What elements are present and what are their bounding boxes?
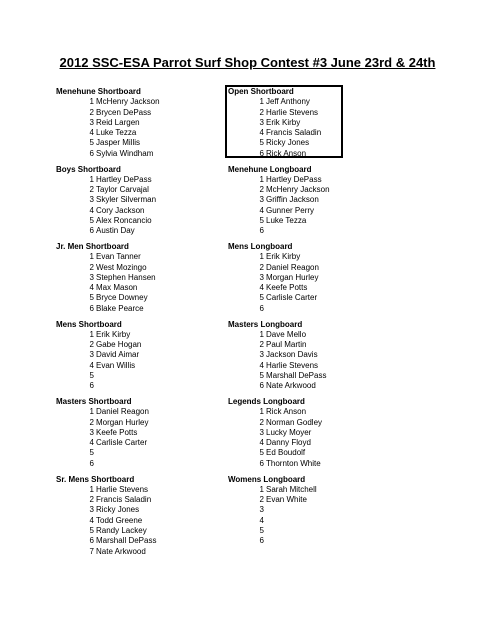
surfer-name — [264, 505, 266, 515]
event-mens-shortboard — [56, 320, 216, 398]
result-row — [228, 185, 398, 195]
result-row — [56, 516, 216, 526]
surfer-name: McHenry Jackson — [266, 185, 330, 195]
place-number: 5 — [89, 138, 94, 148]
result-row — [56, 536, 216, 546]
surfer-name: Lucky Moyer — [266, 427, 312, 437]
event-menehune-longboard — [228, 165, 398, 243]
event-heading: Womens Longboard — [228, 474, 306, 484]
event-heading: Mens Shortboard — [56, 319, 122, 329]
place-number: 1 — [259, 329, 264, 339]
surfer-name: Max Mason — [96, 283, 138, 293]
event-heading: Mens Longboard — [228, 242, 293, 251]
result-row — [228, 118, 398, 128]
place-number: 1 — [259, 97, 264, 107]
surfer-name: Keefe Potts — [96, 427, 138, 437]
place-number: 1 — [259, 174, 264, 184]
result-row — [56, 195, 216, 205]
surfer-name: Francis Saladin — [96, 495, 152, 505]
place-number: 4 — [259, 128, 264, 138]
surfer-name: Carlisle Carter — [266, 293, 318, 303]
place-number: 4 — [259, 205, 264, 215]
place-number: 3 — [89, 505, 94, 515]
result-row — [56, 350, 216, 360]
result-row — [228, 175, 398, 185]
surfer-name: Ricky Jones — [266, 138, 310, 148]
place-number: 2 — [89, 495, 94, 505]
event-heading: Menehune Shortboard — [56, 87, 141, 96]
surfer-name — [264, 304, 266, 314]
event-menehune-shortboard — [56, 87, 216, 165]
surfer-name: Thornton White — [266, 458, 321, 468]
place-number: 4 — [89, 438, 94, 448]
event-heading: Legends Longboard — [228, 397, 305, 406]
result-row — [228, 206, 398, 216]
result-row — [56, 448, 216, 458]
surfer-name: Harlie Stevens — [266, 107, 319, 117]
place-number: 4 — [89, 515, 94, 525]
result-row — [228, 273, 398, 283]
surfer-name: Jackson Davis — [266, 350, 318, 360]
surfer-name: Todd Greene — [96, 515, 143, 525]
surfer-name: Taylor Carvajal — [96, 185, 149, 195]
result-row — [228, 485, 398, 495]
surfer-name: Ricky Jones — [96, 505, 140, 515]
place-number: 3 — [89, 272, 94, 282]
surfer-name: Gabe Hogan — [96, 340, 142, 350]
result-row — [228, 195, 398, 205]
place-number: 6 — [259, 303, 264, 313]
surfer-name: Sylvia Windham — [96, 148, 154, 158]
place-number: 5 — [89, 215, 94, 225]
surfer-name: Nate Arkwood — [266, 381, 316, 391]
surfer-name: Reid Largen — [96, 117, 140, 127]
surfer-name: Erik Kirby — [96, 329, 131, 339]
surfer-name: Hartley DePass — [96, 174, 152, 184]
result-row — [228, 216, 398, 226]
place-number: 4 — [259, 438, 264, 448]
surfer-name: Luke Tezza — [266, 215, 307, 225]
event-heading: Open Shortboard — [228, 87, 294, 96]
result-row — [228, 293, 398, 303]
surfer-name: Gunner Perry — [266, 205, 315, 215]
result-row — [56, 505, 216, 515]
result-row — [228, 459, 398, 469]
surfer-name: Cory Jackson — [96, 205, 145, 215]
surfer-name: Evan Tanner — [96, 252, 141, 262]
place-number: 3 — [259, 195, 264, 205]
place-number: 4 — [89, 205, 94, 215]
result-row — [228, 350, 398, 360]
event-masters-shortboard — [56, 397, 216, 475]
result-row — [56, 263, 216, 273]
surfer-name — [94, 448, 96, 458]
surfer-name — [94, 381, 96, 391]
place-number: 5 — [89, 293, 94, 303]
page-title: 2012 SSC-ESA Parrot Surf Shop Contest #3 June 23rd & 24th — [59, 55, 436, 70]
place-number: 5 — [259, 370, 264, 380]
surfer-name: Bryce Downey — [96, 293, 148, 303]
result-row — [228, 340, 398, 350]
result-row — [228, 438, 398, 448]
surfer-name: Morgan Hurley — [96, 417, 149, 427]
surfer-name: Carlisle Carter — [96, 438, 148, 448]
surfer-name: Skyler Silverman — [96, 195, 157, 205]
result-row — [228, 138, 398, 148]
surfer-name: Marshall DePass — [96, 536, 157, 546]
place-number: 6 — [259, 148, 264, 158]
result-row — [56, 149, 216, 159]
place-number: 2 — [89, 107, 94, 117]
result-row — [56, 407, 216, 417]
result-row — [56, 495, 216, 505]
result-row — [228, 330, 398, 340]
place-number: 2 — [259, 262, 264, 272]
result-row — [228, 371, 398, 381]
result-row — [56, 293, 216, 303]
place-number: 6 — [89, 381, 94, 391]
surfer-name: Blake Pearce — [96, 303, 144, 313]
result-row — [56, 526, 216, 536]
place-number: 2 — [259, 417, 264, 427]
place-number: 6 — [259, 381, 264, 391]
surfer-name — [94, 371, 96, 381]
result-row — [228, 381, 398, 391]
result-row — [56, 252, 216, 262]
event-heading: Sr. Mens Shortboard — [56, 474, 135, 484]
place-number: 6 — [259, 458, 264, 468]
place-number: 3 — [89, 117, 94, 127]
place-number: 5 — [89, 525, 94, 535]
result-row — [56, 381, 216, 391]
surfer-name: Harlie Stevens — [96, 484, 149, 494]
surfer-name: Norman Godley — [266, 417, 323, 427]
event-jr-men-shortboard — [56, 242, 216, 320]
surfer-name: Dave Mello — [266, 329, 307, 339]
result-row — [56, 216, 216, 226]
result-row — [228, 516, 398, 526]
place-number: 4 — [259, 360, 264, 370]
place-number: 3 — [89, 427, 94, 437]
surfer-name — [94, 459, 96, 469]
place-number: 5 — [89, 370, 94, 380]
place-number: 6 — [89, 303, 94, 313]
place-number: 6 — [259, 536, 264, 546]
result-row — [56, 459, 216, 469]
surfer-name: Harlie Stevens — [266, 360, 319, 370]
place-number: 1 — [89, 484, 94, 494]
event-open-shortboard — [228, 87, 398, 165]
surfer-name: Griffin Jackson — [266, 195, 319, 205]
result-row — [56, 128, 216, 138]
result-row — [228, 128, 398, 138]
result-row — [228, 505, 398, 515]
place-number: 2 — [259, 107, 264, 117]
result-row — [56, 118, 216, 128]
place-number: 3 — [259, 350, 264, 360]
event-heading: Jr. Men Shortboard — [56, 242, 129, 251]
place-number: 6 — [89, 226, 94, 236]
place-number: 6 — [89, 148, 94, 158]
place-number: 2 — [259, 340, 264, 350]
surfer-name: Nate Arkwood — [96, 546, 146, 556]
surfer-name: Erik Kirby — [266, 252, 301, 262]
result-row — [56, 97, 216, 107]
event-masters-longboard — [228, 320, 398, 398]
place-number: 2 — [89, 262, 94, 272]
surfer-name: David Aimar — [96, 350, 140, 360]
place-number: 3 — [89, 350, 94, 360]
place-number: 3 — [89, 195, 94, 205]
surfer-name: Hartley DePass — [266, 174, 322, 184]
surfer-name — [264, 516, 266, 526]
place-number: 3 — [259, 427, 264, 437]
place-number: 5 — [89, 448, 94, 458]
left-results-column — [56, 87, 216, 556]
place-number: 6 — [89, 458, 94, 468]
result-row — [56, 371, 216, 381]
result-row — [228, 526, 398, 536]
surfer-name: Danny Floyd — [266, 438, 311, 448]
result-row — [228, 252, 398, 262]
place-number: 1 — [259, 252, 264, 262]
result-row — [56, 418, 216, 428]
place-number: 6 — [259, 226, 264, 236]
place-number: 3 — [259, 272, 264, 282]
event-heading: Menehune Longboard — [228, 164, 312, 174]
place-number: 3 — [259, 505, 264, 515]
place-number: 2 — [89, 417, 94, 427]
surfer-name: Austin Day — [96, 226, 135, 236]
surfer-name: Sarah Mitchell — [266, 484, 317, 494]
result-row — [228, 97, 398, 107]
event-heading: Boys Shortboard — [56, 164, 121, 174]
surfer-name: Stephen Hansen — [96, 272, 156, 282]
surfer-name — [264, 226, 266, 236]
place-number: 4 — [89, 360, 94, 370]
place-number: 1 — [89, 407, 94, 417]
result-row — [56, 428, 216, 438]
surfer-name — [264, 536, 266, 546]
event-heading: Masters Shortboard — [56, 397, 132, 406]
event-boys-shortboard — [56, 165, 216, 243]
result-row — [228, 263, 398, 273]
result-row — [56, 340, 216, 350]
result-row — [228, 448, 398, 458]
surfer-name: Erik Kirby — [266, 117, 301, 127]
result-row — [228, 407, 398, 417]
result-row — [228, 149, 398, 159]
event-sr-mens-shortboard — [56, 474, 216, 556]
surfer-name: Daniel Reagon — [96, 407, 149, 417]
surfer-name: Jeff Anthony — [266, 97, 310, 107]
surfer-name: West Mozingo — [96, 262, 147, 272]
place-number: 1 — [89, 97, 94, 107]
surfer-name — [264, 526, 266, 536]
result-row — [228, 418, 398, 428]
place-number: 3 — [259, 117, 264, 127]
result-row — [228, 428, 398, 438]
place-number: 1 — [259, 407, 264, 417]
result-row — [56, 438, 216, 448]
surfer-name: Marshall DePass — [266, 370, 327, 380]
surfer-name: Rick Anson — [266, 407, 307, 417]
result-row — [228, 283, 398, 293]
result-row — [56, 138, 216, 148]
place-number: 2 — [259, 185, 264, 195]
place-number: 6 — [89, 536, 94, 546]
event-heading: Masters Longboard — [228, 319, 303, 329]
place-number: 5 — [259, 138, 264, 148]
result-row — [56, 361, 216, 371]
result-row — [56, 283, 216, 293]
place-number: 5 — [259, 525, 264, 535]
place-number: 4 — [89, 128, 94, 138]
result-row — [228, 361, 398, 371]
place-number: 1 — [89, 174, 94, 184]
result-row — [56, 485, 216, 495]
result-row — [56, 304, 216, 314]
surfer-name: McHenry Jackson — [96, 97, 160, 107]
result-row — [56, 185, 216, 195]
place-number: 4 — [259, 283, 264, 293]
place-number: 4 — [89, 283, 94, 293]
place-number: 1 — [89, 252, 94, 262]
surfer-name: Randy Lackey — [96, 525, 147, 535]
surfer-name: Evan White — [266, 495, 307, 505]
surfer-name: Rick Anson — [266, 148, 307, 158]
place-number: 4 — [259, 515, 264, 525]
place-number: 2 — [89, 185, 94, 195]
surfer-name: Keefe Potts — [266, 283, 308, 293]
result-row — [56, 330, 216, 340]
place-number: 1 — [89, 329, 94, 339]
surfer-name: Brycen DePass — [96, 107, 152, 117]
place-number: 5 — [259, 215, 264, 225]
place-number: 2 — [259, 495, 264, 505]
place-number: 7 — [89, 546, 94, 556]
result-row — [228, 108, 398, 118]
result-row — [228, 536, 398, 546]
event-womens-longboard — [228, 475, 398, 553]
result-row — [228, 226, 398, 236]
result-row — [56, 547, 216, 557]
surfer-name: Francis Saladin — [266, 128, 322, 138]
result-row — [56, 108, 216, 118]
result-row — [56, 206, 216, 216]
result-row — [228, 495, 398, 505]
result-row — [56, 273, 216, 283]
surfer-name: Morgan Hurley — [266, 272, 319, 282]
surfer-name: Evan Willis — [96, 360, 136, 370]
place-number: 1 — [259, 484, 264, 494]
result-row — [228, 304, 398, 314]
right-results-column — [228, 87, 398, 552]
surfer-name: Paul Martin — [266, 340, 307, 350]
result-row — [56, 226, 216, 236]
surfer-name: Ed Boudolf — [266, 448, 306, 458]
event-legends-longboard — [228, 397, 398, 475]
place-number: 5 — [259, 293, 264, 303]
surfer-name: Jasper Millis — [96, 138, 141, 148]
place-number: 2 — [89, 340, 94, 350]
result-row — [56, 175, 216, 185]
place-number: 5 — [259, 448, 264, 458]
surfer-name: Alex Roncancio — [96, 215, 152, 225]
surfer-name: Luke Tezza — [96, 128, 137, 138]
event-mens-longboard — [228, 242, 398, 320]
surfer-name: Daniel Reagon — [266, 262, 319, 272]
